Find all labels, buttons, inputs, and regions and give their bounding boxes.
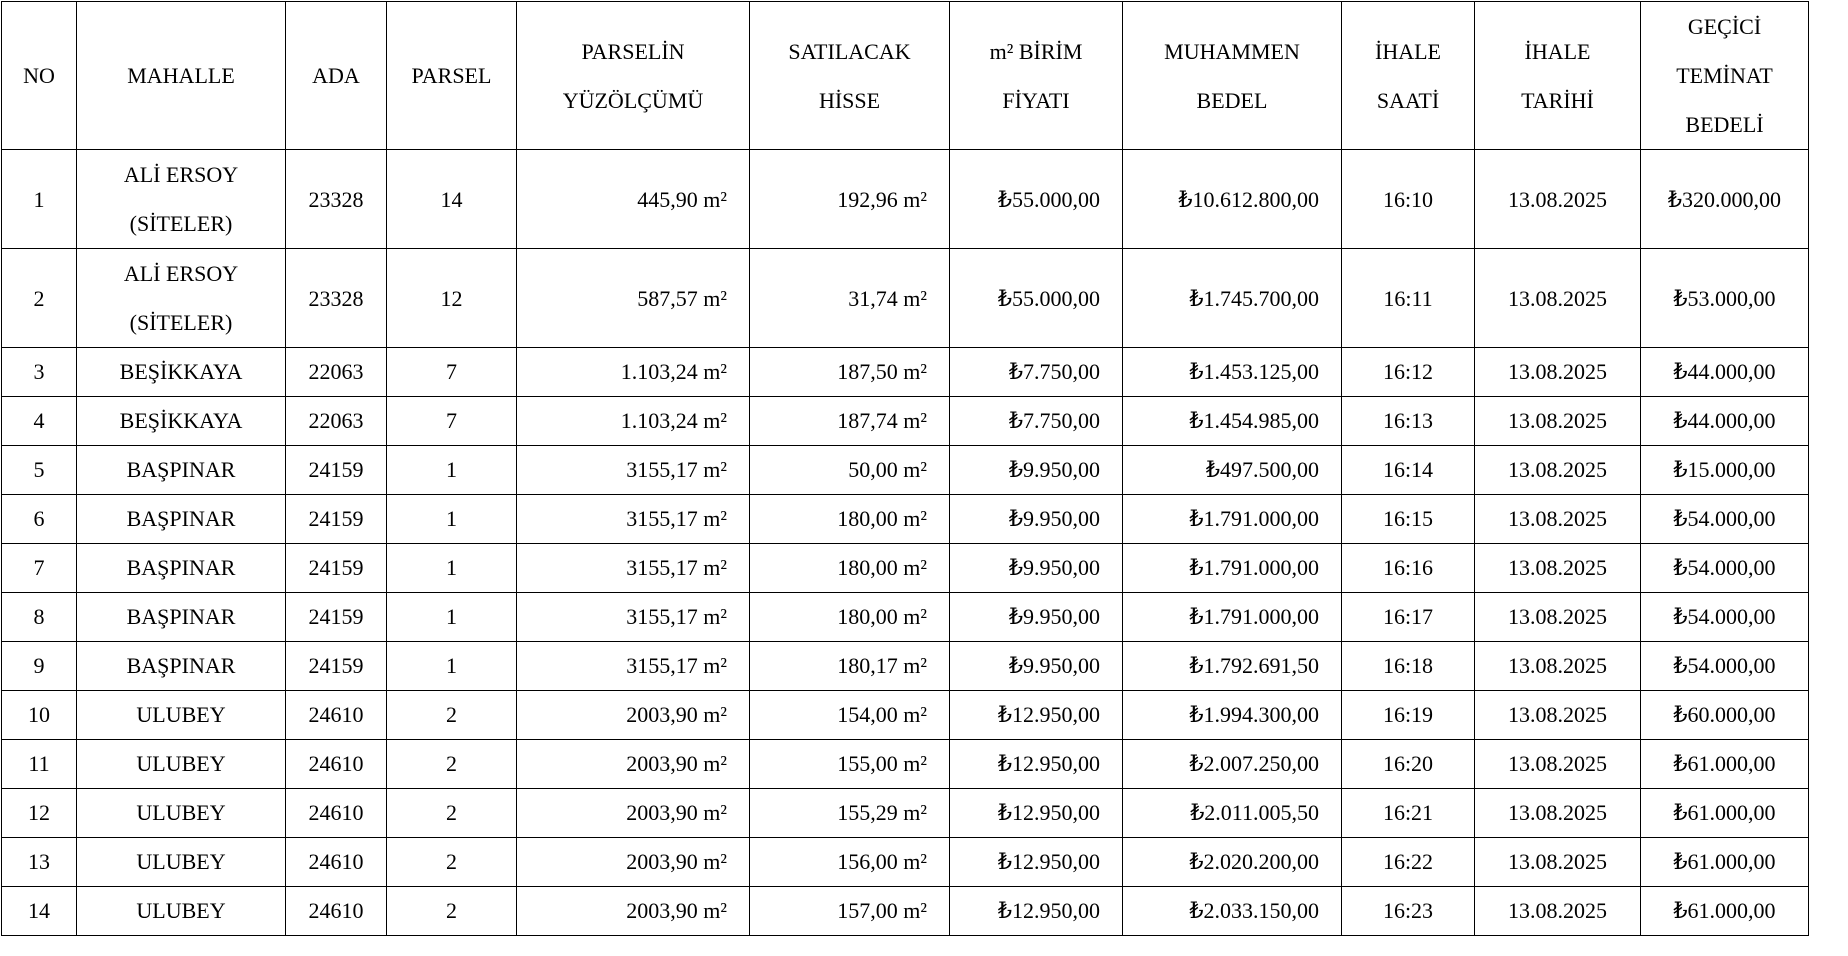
- cell-hisse: 180,00 m²: [750, 495, 950, 544]
- cell-teminat: ₺44.000,00: [1641, 397, 1809, 446]
- cell-parsel: 2: [387, 740, 517, 789]
- cell-ada: 24159: [286, 593, 387, 642]
- cell-birim-fiyat: ₺7.750,00: [950, 348, 1123, 397]
- cell-yuzolcumu: 1.103,24 m²: [517, 348, 750, 397]
- cell-hisse: 192,96 m²: [750, 150, 950, 249]
- column-header-text: ADA: [312, 63, 360, 88]
- cell-teminat: ₺53.000,00: [1641, 249, 1809, 348]
- cell-saat: 16:21: [1342, 789, 1475, 838]
- cell-tarih: 13.08.2025: [1475, 691, 1641, 740]
- cell-hisse: 180,17 m²: [750, 642, 950, 691]
- cell-no: 2: [2, 249, 77, 348]
- cell-tarih: 13.08.2025: [1475, 495, 1641, 544]
- cell-hisse: 180,00 m²: [750, 593, 950, 642]
- cell-parsel: 12: [387, 249, 517, 348]
- cell-tarih: 13.08.2025: [1475, 838, 1641, 887]
- cell-no: 7: [2, 544, 77, 593]
- cell-mahalle: [77, 495, 286, 544]
- column-header-parsel: [387, 2, 517, 150]
- cell-tarih: 13.08.2025: [1475, 150, 1641, 249]
- cell-parsel: 7: [387, 397, 517, 446]
- cell-saat: 16:12: [1342, 348, 1475, 397]
- cell-tarih: 13.08.2025: [1475, 593, 1641, 642]
- cell-muhammen: ₺1.792.691,50: [1123, 642, 1342, 691]
- cell-ada: 24610: [286, 838, 387, 887]
- cell-text-line: BAŞPINAR: [126, 506, 236, 531]
- table-row: [2, 495, 1809, 544]
- cell-saat: 16:15: [1342, 495, 1475, 544]
- cell-birim-fiyat: ₺55.000,00: [950, 249, 1123, 348]
- cell-birim-fiyat: ₺9.950,00: [950, 495, 1123, 544]
- cell-yuzolcumu: 587,57 m²: [517, 249, 750, 348]
- cell-no: 14: [2, 887, 77, 936]
- cell-saat: 16:11: [1342, 249, 1475, 348]
- table-row: [2, 691, 1809, 740]
- cell-teminat: ₺54.000,00: [1641, 544, 1809, 593]
- cell-muhammen: ₺2.020.200,00: [1123, 838, 1342, 887]
- cell-no: 8: [2, 593, 77, 642]
- cell-mahalle: [77, 397, 286, 446]
- column-header-text: BEDEL: [1196, 87, 1268, 113]
- cell-birim-fiyat: ₺9.950,00: [950, 593, 1123, 642]
- cell-muhammen: ₺1.994.300,00: [1123, 691, 1342, 740]
- table-row: [2, 348, 1809, 397]
- cell-text-line: ULUBEY: [136, 751, 226, 776]
- column-header-text: NO: [23, 63, 55, 88]
- column-header-text: GEÇİCİ: [1687, 14, 1762, 39]
- cell-hisse: 154,00 m²: [750, 691, 950, 740]
- column-header-birim-fiyat: [950, 2, 1123, 150]
- cell-no: 6: [2, 495, 77, 544]
- cell-teminat: ₺54.000,00: [1641, 593, 1809, 642]
- cell-saat: 16:23: [1342, 887, 1475, 936]
- cell-no: 11: [2, 740, 77, 789]
- cell-birim-fiyat: ₺12.950,00: [950, 740, 1123, 789]
- cell-tarih: 13.08.2025: [1475, 544, 1641, 593]
- cell-tarih: 13.08.2025: [1475, 740, 1641, 789]
- cell-text-line: BEŞİKKAYA: [119, 359, 243, 384]
- column-header-mahalle: [77, 2, 286, 150]
- cell-muhammen: ₺2.033.150,00: [1123, 887, 1342, 936]
- cell-ada: 24159: [286, 544, 387, 593]
- column-header-text: BEDELİ: [1685, 112, 1764, 137]
- cell-mahalle: [77, 887, 286, 936]
- cell-tarih: 13.08.2025: [1475, 887, 1641, 936]
- cell-birim-fiyat: ₺7.750,00: [950, 397, 1123, 446]
- column-header-text: İHALE: [1524, 38, 1591, 64]
- cell-parsel: 1: [387, 544, 517, 593]
- cell-no: 12: [2, 789, 77, 838]
- column-header-hisse: [750, 2, 950, 150]
- cell-ada: 24610: [286, 887, 387, 936]
- cell-parsel: 2: [387, 691, 517, 740]
- auction-table: [1, 1, 1809, 936]
- cell-birim-fiyat: ₺9.950,00: [950, 544, 1123, 593]
- cell-hisse: 31,74 m²: [750, 249, 950, 348]
- table-row: [2, 740, 1809, 789]
- column-header-text: PARSEL: [411, 63, 492, 88]
- column-header-teminat: [1641, 2, 1809, 150]
- column-header-tarih: [1475, 2, 1641, 150]
- column-header-text: SAATİ: [1376, 87, 1440, 113]
- cell-text-line: ALİ ERSOY: [123, 162, 239, 187]
- column-header-no: [2, 2, 77, 150]
- cell-text-line: (SİTELER): [129, 310, 233, 335]
- cell-birim-fiyat: ₺9.950,00: [950, 642, 1123, 691]
- cell-saat: 16:16: [1342, 544, 1475, 593]
- table-body: [2, 150, 1809, 936]
- cell-ada: 23328: [286, 150, 387, 249]
- table-row: [2, 150, 1809, 249]
- cell-yuzolcumu: 3155,17 m²: [517, 544, 750, 593]
- cell-text-line: ULUBEY: [136, 800, 226, 825]
- table-row: [2, 593, 1809, 642]
- cell-teminat: ₺44.000,00: [1641, 348, 1809, 397]
- column-header-text: İHALE: [1375, 38, 1441, 64]
- cell-text-line: BEŞİKKAYA: [119, 408, 243, 433]
- cell-saat: 16:13: [1342, 397, 1475, 446]
- column-header-saat: [1342, 2, 1475, 150]
- cell-muhammen: ₺2.007.250,00: [1123, 740, 1342, 789]
- cell-no: 9: [2, 642, 77, 691]
- cell-hisse: 50,00 m²: [750, 446, 950, 495]
- cell-text-line: (SİTELER): [129, 211, 233, 236]
- cell-tarih: 13.08.2025: [1475, 642, 1641, 691]
- cell-mahalle: [77, 740, 286, 789]
- cell-hisse: 180,00 m²: [750, 544, 950, 593]
- cell-no: 4: [2, 397, 77, 446]
- table-row: [2, 642, 1809, 691]
- column-header-text: YÜZÖLÇÜMÜ: [562, 87, 704, 113]
- table-row: [2, 446, 1809, 495]
- cell-teminat: ₺15.000,00: [1641, 446, 1809, 495]
- cell-ada: 24610: [286, 740, 387, 789]
- cell-mahalle: [77, 544, 286, 593]
- cell-no: 13: [2, 838, 77, 887]
- cell-birim-fiyat: ₺12.950,00: [950, 838, 1123, 887]
- cell-mahalle: [77, 838, 286, 887]
- cell-teminat: ₺320.000,00: [1641, 150, 1809, 249]
- cell-yuzolcumu: 3155,17 m²: [517, 642, 750, 691]
- cell-text-line: BAŞPINAR: [126, 555, 236, 580]
- cell-saat: 16:14: [1342, 446, 1475, 495]
- cell-parsel: 2: [387, 838, 517, 887]
- cell-teminat: ₺61.000,00: [1641, 887, 1809, 936]
- cell-muhammen: ₺497.500,00: [1123, 446, 1342, 495]
- cell-parsel: 1: [387, 495, 517, 544]
- cell-mahalle: [77, 446, 286, 495]
- cell-hisse: 157,00 m²: [750, 887, 950, 936]
- cell-text-line: ULUBEY: [136, 849, 226, 874]
- cell-text-line: ALİ ERSOY: [123, 261, 239, 286]
- cell-mahalle: [77, 642, 286, 691]
- cell-birim-fiyat: ₺9.950,00: [950, 446, 1123, 495]
- column-header-muhammen: [1123, 2, 1342, 150]
- cell-parsel: 2: [387, 887, 517, 936]
- cell-saat: 16:22: [1342, 838, 1475, 887]
- cell-hisse: 155,00 m²: [750, 740, 950, 789]
- cell-ada: 23328: [286, 249, 387, 348]
- cell-teminat: ₺61.000,00: [1641, 740, 1809, 789]
- cell-saat: 16:17: [1342, 593, 1475, 642]
- cell-ada: 24159: [286, 642, 387, 691]
- cell-tarih: 13.08.2025: [1475, 397, 1641, 446]
- cell-no: 10: [2, 691, 77, 740]
- cell-muhammen: ₺1.791.000,00: [1123, 495, 1342, 544]
- cell-ada: 22063: [286, 397, 387, 446]
- table-row: [2, 887, 1809, 936]
- cell-hisse: 155,29 m²: [750, 789, 950, 838]
- cell-saat: 16:18: [1342, 642, 1475, 691]
- cell-hisse: 156,00 m²: [750, 838, 950, 887]
- cell-muhammen: ₺1.791.000,00: [1123, 544, 1342, 593]
- cell-mahalle: [77, 348, 286, 397]
- column-header-text: FİYATI: [1002, 87, 1070, 113]
- cell-teminat: ₺54.000,00: [1641, 495, 1809, 544]
- column-header-text: TARİHİ: [1521, 87, 1594, 113]
- cell-saat: 16:10: [1342, 150, 1475, 249]
- cell-text-line: BAŞPINAR: [126, 457, 236, 482]
- table-header-row: [2, 2, 1809, 150]
- cell-ada: 24610: [286, 789, 387, 838]
- cell-muhammen: ₺1.791.000,00: [1123, 593, 1342, 642]
- cell-parsel: 2: [387, 789, 517, 838]
- table-row: [2, 838, 1809, 887]
- cell-teminat: ₺61.000,00: [1641, 838, 1809, 887]
- column-header-yuzolcumu: [517, 2, 750, 150]
- column-header-text: MAHALLE: [127, 63, 235, 88]
- table-row: [2, 789, 1809, 838]
- cell-text-line: ULUBEY: [136, 898, 226, 923]
- cell-tarih: 13.08.2025: [1475, 789, 1641, 838]
- cell-no: 5: [2, 446, 77, 495]
- cell-mahalle: [77, 593, 286, 642]
- cell-saat: 16:19: [1342, 691, 1475, 740]
- cell-tarih: 13.08.2025: [1475, 348, 1641, 397]
- table-row: [2, 544, 1809, 593]
- table-row: [2, 249, 1809, 348]
- cell-tarih: 13.08.2025: [1475, 249, 1641, 348]
- cell-text-line: BAŞPINAR: [126, 604, 236, 629]
- cell-mahalle: [77, 150, 286, 249]
- cell-yuzolcumu: 2003,90 m²: [517, 838, 750, 887]
- cell-hisse: 187,74 m²: [750, 397, 950, 446]
- cell-parsel: 7: [387, 348, 517, 397]
- cell-yuzolcumu: 445,90 m²: [517, 150, 750, 249]
- cell-no: 3: [2, 348, 77, 397]
- cell-text-line: BAŞPINAR: [126, 653, 236, 678]
- cell-birim-fiyat: ₺12.950,00: [950, 691, 1123, 740]
- cell-birim-fiyat: ₺12.950,00: [950, 887, 1123, 936]
- cell-yuzolcumu: 2003,90 m²: [517, 887, 750, 936]
- cell-muhammen: ₺2.011.005,50: [1123, 789, 1342, 838]
- cell-parsel: 1: [387, 446, 517, 495]
- cell-mahalle: [77, 249, 286, 348]
- cell-muhammen: ₺1.454.985,00: [1123, 397, 1342, 446]
- cell-parsel: 1: [387, 593, 517, 642]
- cell-mahalle: [77, 789, 286, 838]
- cell-yuzolcumu: 2003,90 m²: [517, 740, 750, 789]
- cell-saat: 16:20: [1342, 740, 1475, 789]
- cell-hisse: 187,50 m²: [750, 348, 950, 397]
- cell-yuzolcumu: 2003,90 m²: [517, 691, 750, 740]
- cell-tarih: 13.08.2025: [1475, 446, 1641, 495]
- cell-muhammen: ₺1.745.700,00: [1123, 249, 1342, 348]
- cell-birim-fiyat: ₺55.000,00: [950, 150, 1123, 249]
- cell-text-line: ULUBEY: [136, 702, 226, 727]
- cell-yuzolcumu: 3155,17 m²: [517, 495, 750, 544]
- cell-muhammen: ₺1.453.125,00: [1123, 348, 1342, 397]
- cell-birim-fiyat: ₺12.950,00: [950, 789, 1123, 838]
- cell-yuzolcumu: 3155,17 m²: [517, 593, 750, 642]
- cell-yuzolcumu: 1.103,24 m²: [517, 397, 750, 446]
- cell-mahalle: [77, 691, 286, 740]
- cell-teminat: ₺54.000,00: [1641, 642, 1809, 691]
- cell-parsel: 1: [387, 642, 517, 691]
- cell-ada: 22063: [286, 348, 387, 397]
- column-header-text: PARSELİN: [581, 38, 685, 64]
- cell-ada: 24159: [286, 446, 387, 495]
- cell-ada: 24159: [286, 495, 387, 544]
- column-header-text: TEMİNAT: [1676, 63, 1773, 88]
- column-header-ada: [286, 2, 387, 150]
- column-header-text: MUHAMMEN: [1164, 38, 1300, 64]
- cell-parsel: 14: [387, 150, 517, 249]
- column-header-text: HİSSE: [818, 87, 881, 113]
- table-row: [2, 397, 1809, 446]
- cell-yuzolcumu: 2003,90 m²: [517, 789, 750, 838]
- cell-no: 1: [2, 150, 77, 249]
- cell-teminat: ₺60.000,00: [1641, 691, 1809, 740]
- column-header-text: SATILACAK: [788, 38, 911, 64]
- cell-ada: 24610: [286, 691, 387, 740]
- column-header-text: m² BİRİM: [989, 38, 1083, 64]
- cell-muhammen: ₺10.612.800,00: [1123, 150, 1342, 249]
- cell-teminat: ₺61.000,00: [1641, 789, 1809, 838]
- cell-yuzolcumu: 3155,17 m²: [517, 446, 750, 495]
